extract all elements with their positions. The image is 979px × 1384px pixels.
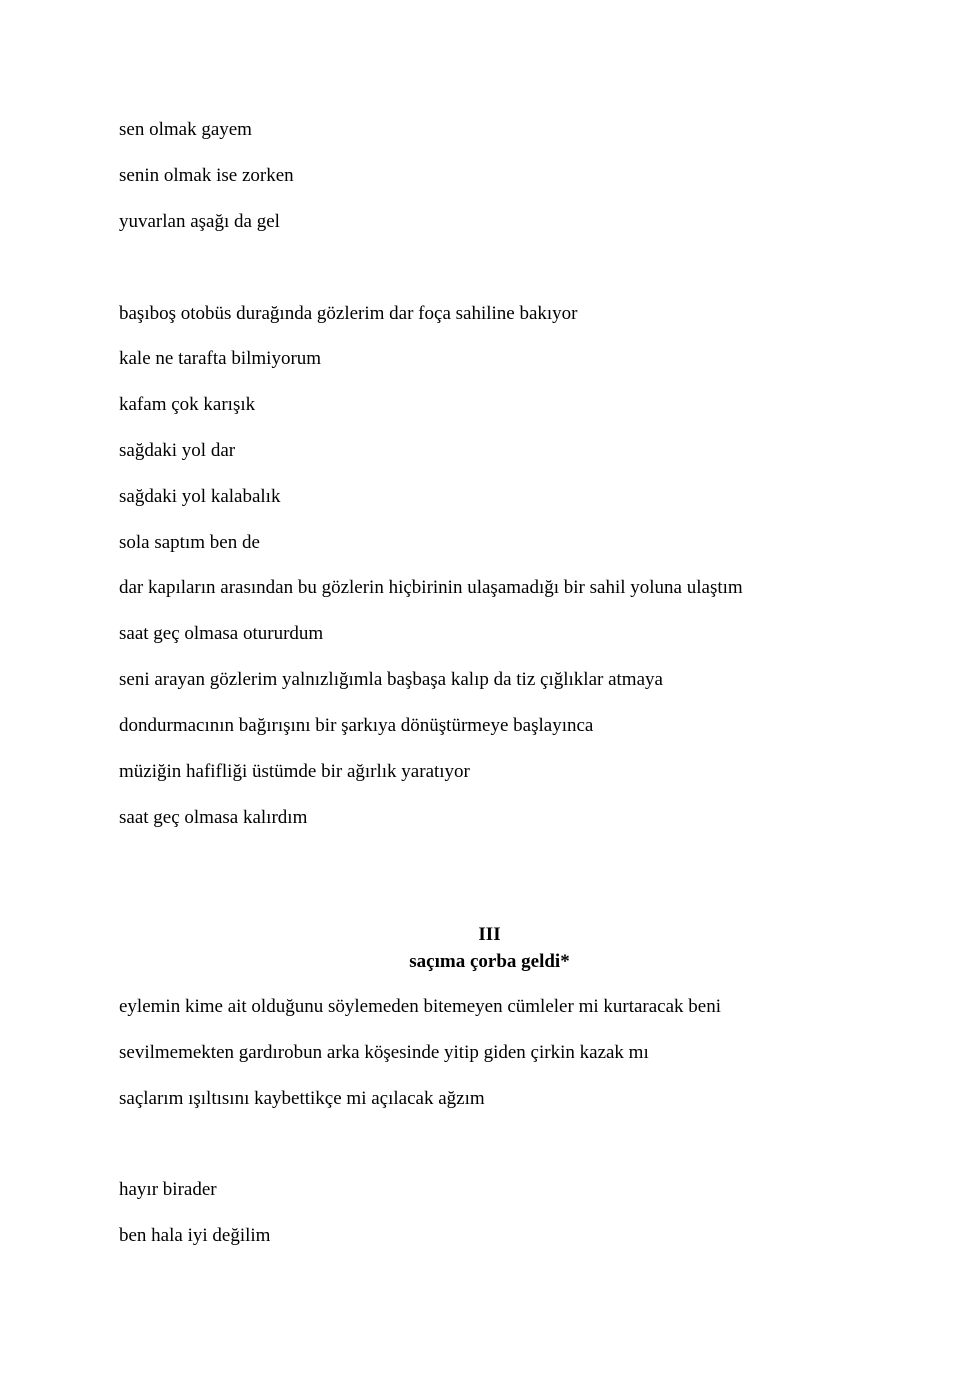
poem-line: dondurmacının bağırışını bir şarkıya dönüştürmeye başlayınca [119, 715, 594, 736]
poem-line: müziğin hafifliği üstümde bir ağırlık yaratıyor [119, 761, 470, 782]
poem-line: eylemin kime ait olduğunu söylemeden bitemeyen cümleler mi kurtaracak beni [119, 996, 721, 1017]
section-number: III [478, 924, 501, 945]
poem-line: sağdaki yol kalabalık [119, 486, 281, 507]
poem-line: dar kapıların arasından bu gözlerin hiçbirinin ulaşamadığı bir sahil yoluna ulaştım [119, 577, 743, 598]
poem-line: başıboş otobüs durağında gözlerim dar foça sahiline bakıyor [119, 303, 578, 324]
poem-line: senin olmak ise zorken [119, 165, 294, 186]
poem-line: sen olmak gayem [119, 119, 252, 140]
poem-line: kale ne tarafta bilmiyorum [119, 348, 322, 369]
poem-line: saçlarım ışıltısını kaybettikçe mi açılacak ağzım [119, 1088, 485, 1109]
poem-line: sola saptım ben de [119, 532, 260, 553]
poem-line: saat geç olmasa otururdum [119, 623, 324, 644]
poem-line: hayır birader [119, 1179, 217, 1200]
poem-line: sevilmemekten gardırobun arka köşesinde yitip giden çirkin kazak mı [119, 1042, 649, 1063]
poem-line: kafam çok karışık [119, 394, 256, 415]
poem-line: seni arayan gözlerim yalnızlığımla başbaşa kalıp da tiz çığlıklar atmaya [119, 669, 663, 690]
section-title: saçıma çorba geldi* [409, 951, 570, 972]
poem-line: sağdaki yol dar [119, 440, 236, 461]
poem-line: ben hala iyi değilim [119, 1225, 271, 1246]
poem-line: yuvarlan aşağı da gel [119, 211, 280, 232]
poem-line: saat geç olmasa kalırdım [119, 807, 308, 828]
